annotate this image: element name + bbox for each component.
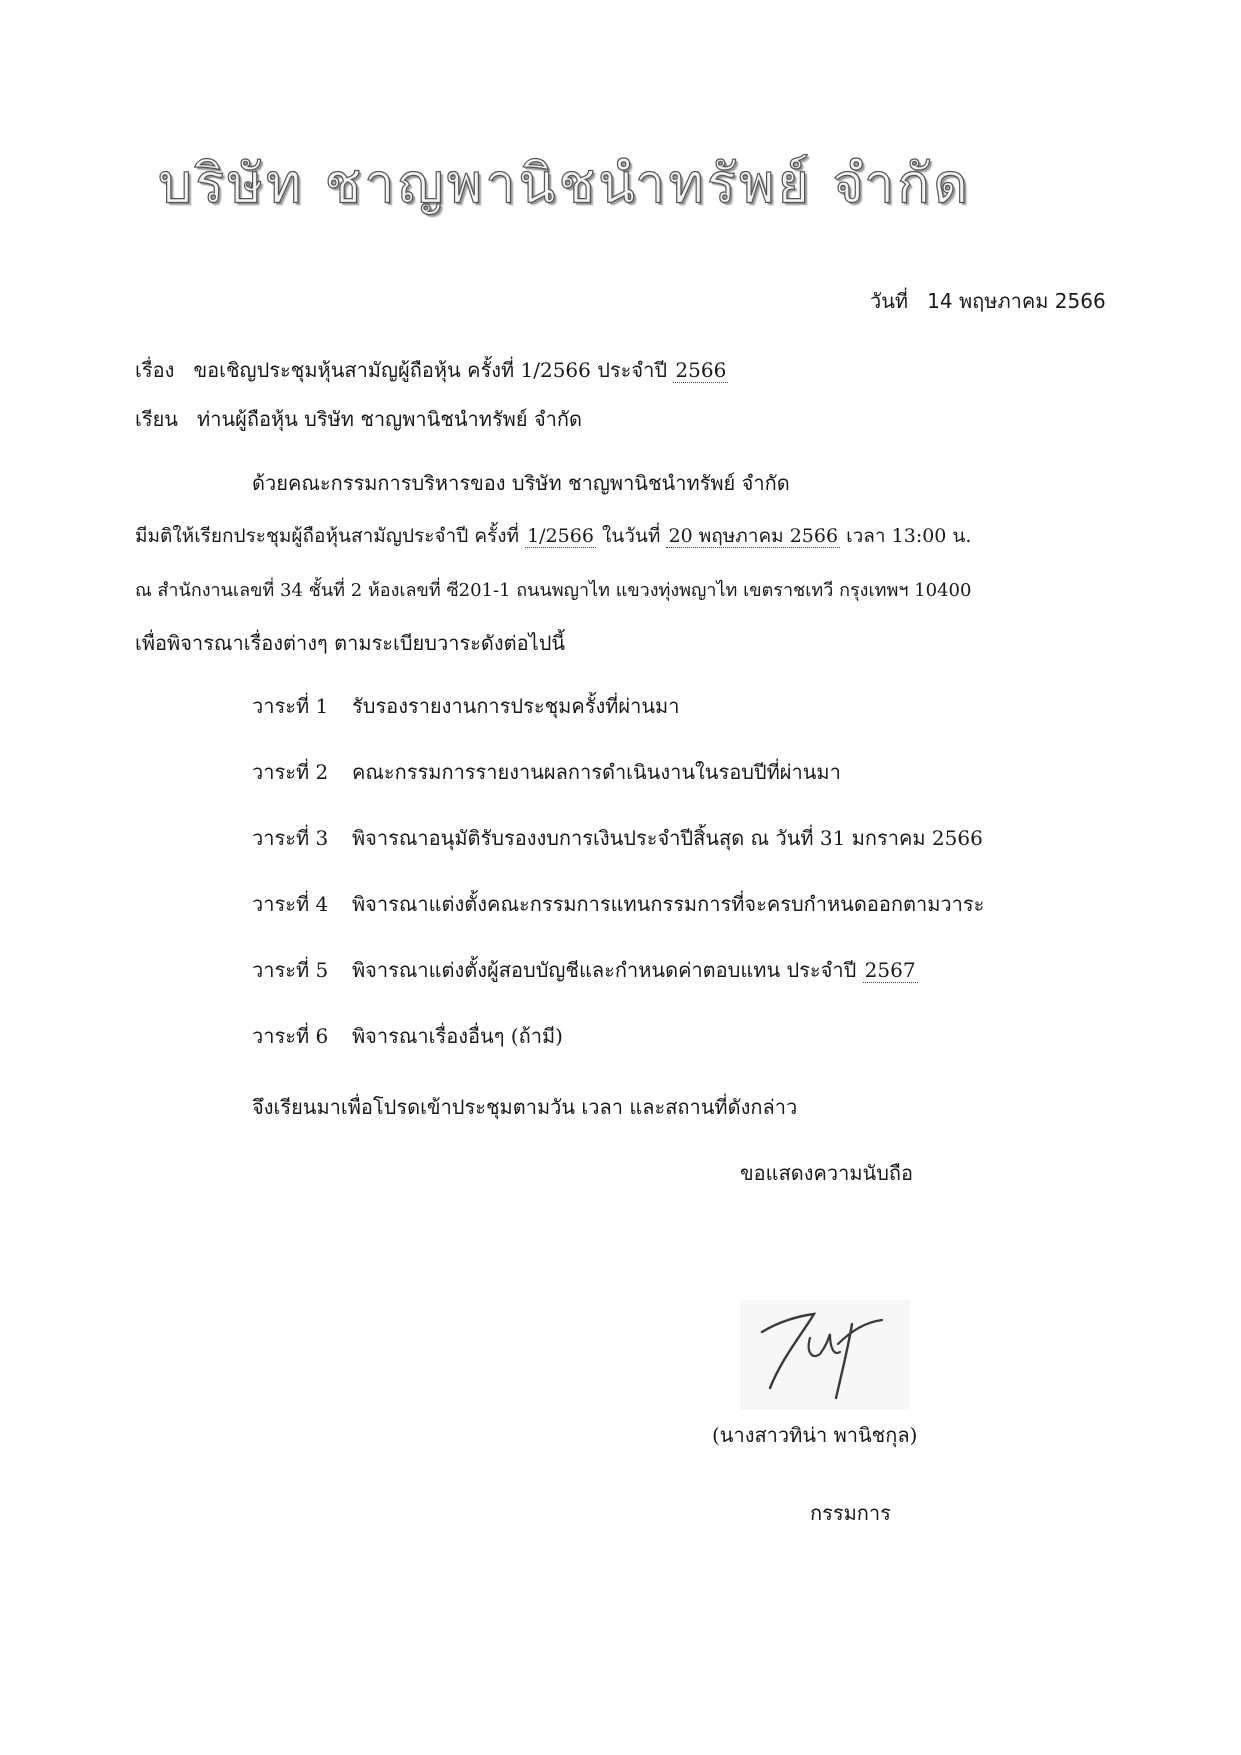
agenda-number: วาระที่ 6 (252, 1024, 329, 1048)
subject-year: 2566 (675, 358, 727, 382)
recipient-text: ท่านผู้ถือหุ้น บริษัท ชาญพานิชนำทรัพย์ จำกัด (197, 407, 582, 431)
agenda-item (252, 1023, 563, 1049)
agenda-number: วาระที่ 3 (252, 826, 329, 850)
agenda-item (252, 693, 679, 719)
meeting-on-date-label: ในวันที่ (601, 525, 661, 547)
agenda-number: วาระที่ 5 (252, 958, 329, 982)
agenda-text: พิจารณาแต่งตั้งคณะกรรมการแทนกรรมการที่จะครบกำหนดออกตามวาระ (352, 892, 985, 916)
agenda-text: พิจารณาอนุมัติรับรองงบการเงินประจำปีสิ้นสุด ณ วันที่ 31 มกราคม 2566 (352, 826, 983, 850)
subject-label: เรื่อง (135, 358, 175, 382)
agenda-item (252, 759, 841, 785)
recipient-line (135, 406, 582, 432)
agenda-number: วาระที่ 4 (252, 892, 329, 916)
date-value: 14 พฤษภาคม 2566 (927, 289, 1106, 313)
agenda-text: คณะกรรมการรายงานผลการดำเนินงานในรอบปีที่ผ่านมา (352, 760, 841, 784)
agenda-text: พิจารณาแต่งตั้งผู้สอบบัญชีและกำหนดค่าตอบแทน ประจำปี (352, 958, 857, 982)
body-line-3-address: ณ สำนักงานเลขที่ 34 ชั้นที่ 2 ห้องเลขที่ ซี201-1 ถนนพญาไท แขวงทุ่งพญาไท เขตราชเทวี กรุงเทพฯ 10400 (135, 580, 972, 601)
agenda-text: รับรองรายงานการประชุมครั้งที่ผ่านมา (352, 694, 680, 718)
agenda-item (252, 825, 983, 851)
signatory-name: (นางสาวทิน่า พานิชกุล) (712, 1423, 918, 1447)
company-name-header: บริษัท ชาญพานิชนำทรัพย์ จำกัด (158, 152, 972, 215)
handwritten-signature-icon (740, 1300, 910, 1410)
date-line (870, 288, 1106, 314)
agenda-number: วาระที่ 1 (252, 694, 329, 718)
recipient-label: เรียน (135, 407, 178, 431)
meeting-prefix: มีมติให้เรียกประชุมผู้ถือหุ้นสามัญประจำปี ครั้งที่ (135, 525, 520, 547)
body-line-4: เพื่อพิจารณาเรื่องต่างๆ ตามระเบียบวาระดังต่อไปนี้ (135, 631, 566, 655)
agenda-item (252, 957, 918, 983)
agenda-text: พิจารณาเรื่องอื่นๆ (ถ้ามี) (352, 1024, 563, 1048)
agenda-item (252, 891, 984, 917)
regards-text: ขอแสดงความนับถือ (740, 1161, 914, 1185)
body-line-2 (135, 523, 971, 549)
body-line-1: ด้วยคณะกรรมการบริหารของ บริษัท ชาญพานิชนำทรัพย์ จำกัด (252, 471, 790, 495)
subject-line (135, 357, 728, 383)
closing-text: จึงเรียนมาเพื่อโปรดเข้าประชุมตามวัน เวลา และสถานที่ดังกล่าว (252, 1095, 798, 1119)
date-label: วันที่ (870, 289, 909, 313)
agenda-year: 2567 (864, 958, 916, 982)
signature-image (740, 1300, 910, 1410)
agenda-number: วาระที่ 2 (252, 760, 329, 784)
meeting-date: 20 พฤษภาคม 2566 (668, 525, 839, 547)
signatory-position: กรรมการ (810, 1501, 891, 1525)
meeting-number: 1/2566 (527, 525, 594, 547)
meeting-time: เวลา 13:00 น. (846, 525, 972, 547)
subject-text: ขอเชิญประชุมหุ้นสามัญผู้ถือหุ้น ครั้งที่ 1/2566 ประจำปี (193, 358, 668, 382)
